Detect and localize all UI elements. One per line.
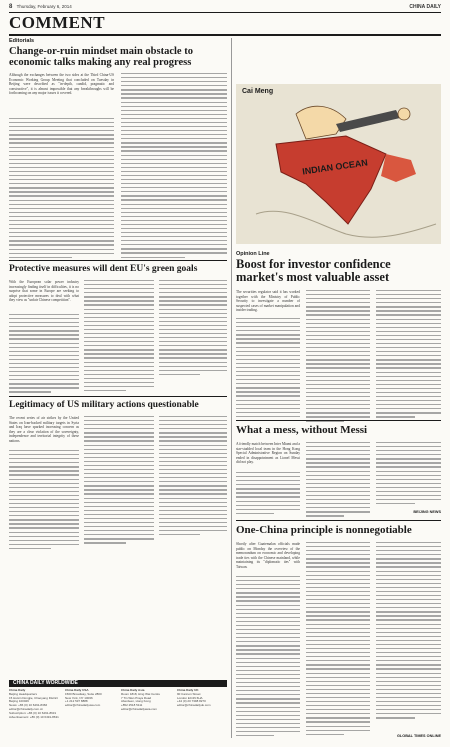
opinion-body-col3 <box>376 290 441 421</box>
footer-line: editor@chinadaily.com.cn <box>9 706 44 711</box>
military-lead: The recent series of air strikes by the United States on Iran-backed military targets in Syria and Iraq have sparked increasing concern as they are a clear violation of the sovereignty, independence and territorial integrity of these nations. <box>9 416 79 443</box>
onechina-credit: GLOBAL TIMES ONLINE <box>396 734 441 738</box>
onechina-body-col2 <box>306 542 370 738</box>
mess-lead: A friendly match between Inter Miami and a star-studded local team in the Hong Kong Special Administrative Region on Sunday ended in disappointment as Lionel Messi did not play. <box>236 442 300 465</box>
mess-headline: What a mess, without Messi <box>236 424 368 436</box>
footer-line: News: +86 (0) 10 6491-8366 <box>9 703 48 708</box>
opinion-body-col2 <box>306 290 370 425</box>
cartoon-artist: Cai Meng <box>242 88 274 95</box>
footer-line: Advertisement: +86 (0) 10 6491-8631 <box>9 714 59 719</box>
footer-line: Beijing 100029 <box>9 699 29 704</box>
footer-line: Subscription: +86 (0) 10 6491-8631 <box>9 710 57 715</box>
footer-line: Room 1818, Hing Wai Centre <box>121 691 161 696</box>
military-headline: Legitimacy of US military actions questionable <box>9 400 199 410</box>
ev-body-col1 <box>9 314 79 396</box>
opinion-lead: The securities regulator said it has worked together with the Ministry of Public Security to investigate a number of suspected cases of market manipulation and insider trading. <box>236 290 300 313</box>
divider-military <box>9 396 227 397</box>
footer-banner <box>9 680 227 687</box>
opinion-body-col1 <box>236 318 300 424</box>
opinion-kicker: Opinion Line <box>236 251 270 257</box>
onechina-body-col3 <box>376 542 441 721</box>
section-rule <box>9 34 441 36</box>
divider-onechina <box>236 520 441 521</box>
footer-line: 90 Cannon Street <box>177 691 201 696</box>
mess-body-col2 <box>306 442 370 519</box>
military-body-col3 <box>159 416 227 538</box>
footer-line: New York, NY 10036 <box>65 695 93 700</box>
footer-banner-text: CHINA DAILY WORLDWIDE <box>13 680 78 686</box>
masthead-bar <box>9 4 441 11</box>
cartoon-ocean-label: INDIAN OCEAN <box>301 157 369 177</box>
footer-col3 <box>121 689 173 712</box>
footer-line: 1500 Broadway, Suite 2800 <box>65 691 102 696</box>
footer-line: London EC4N 6HA <box>177 695 203 700</box>
paper-name: CHINA DAILY <box>409 4 441 10</box>
hand-shape <box>398 108 410 120</box>
footer-col1 <box>9 689 59 719</box>
editorials-body-col1 <box>9 118 114 261</box>
military-body-col1 <box>9 450 79 552</box>
footer-line: Aberdeen, Hong Kong <box>121 699 151 704</box>
footer-line: 7 Tin Wan Praya Road <box>121 695 152 700</box>
footer-col1-title: China Daily <box>9 688 26 692</box>
cartoon-illustration <box>236 84 441 244</box>
onechina-body-col1 <box>236 576 300 739</box>
footer-col2 <box>65 689 117 708</box>
footer-col3-title: China Daily Asia <box>121 688 145 692</box>
mess-credit: BEIJING NEWS <box>413 510 441 514</box>
column-divider <box>231 38 232 738</box>
footer-line: Beijing Headquarters <box>9 691 38 696</box>
mess-body-col1 <box>236 472 300 517</box>
editorials-headline: Change-or-ruin mindset main obstacle to economic talks making any real progress <box>9 46 193 69</box>
divider-mess <box>236 420 441 421</box>
footer-col4-title: China Daily UK <box>177 688 199 692</box>
ev-lead: With the European solar power industry increasingly finding itself in difficulties, it is no surprise that some in Europe are seeking to adopt protective measures to deal with what they view as "unfair Chinese competition". <box>9 280 79 303</box>
footer-line: +44 (0) 20 7398 8270 <box>177 699 206 704</box>
issue-date: Thursday, February 6, 2014 <box>16 4 72 9</box>
ev-headline: Protective measures will dent EU's green goals <box>9 264 198 274</box>
opinion-headline: Boost for investor confidence market's most valuable asset <box>236 257 391 285</box>
military-body-col2 <box>84 416 154 547</box>
editorials-kicker: Editorials <box>9 38 35 44</box>
onechina-headline: One-China principle is nonnegotiable <box>236 524 412 536</box>
footer-col2-title: China Daily USA <box>65 688 89 692</box>
ev-body-col3 <box>159 280 227 378</box>
footer-line: editor@chinadailyuk.com <box>177 703 211 708</box>
footer-line: +852 2518 5111 <box>121 703 143 708</box>
onechina-lead: Shortly after Guatemalan officials made public on Monday the overview of the memorandum on economic and developing trade ties with the Chinese mainland, while maintaining its "diplomatic ties" with Taiwan. <box>236 542 300 569</box>
mess-body-col3 <box>376 442 441 507</box>
footer-col4 <box>177 689 227 708</box>
ev-body-col2 <box>84 280 154 394</box>
footer-line: +1 212 537 8888 <box>65 699 88 704</box>
section-title: COMMENT <box>9 13 106 32</box>
footer-line: editor@chinadailyusa.com <box>65 703 101 708</box>
editorials-body-col2 <box>121 73 227 261</box>
editorials-lead: Although the exchanges between the two sides at the Third China-US Economic Working Group Meeting that concluded on Tuesday in Beijing were described as "in-depth, candid, pragmatic and constructive", it is almost impossible that any breakthroughs will be forthcoming on any major issues it covered. <box>9 73 114 96</box>
footer-line: editor@chinadailyasia.com <box>121 706 157 711</box>
divider-ev <box>9 260 227 261</box>
footer-line: 15 Huixin Dongjie, Chaoyang District <box>9 695 58 700</box>
page-number: 8 <box>9 4 13 10</box>
